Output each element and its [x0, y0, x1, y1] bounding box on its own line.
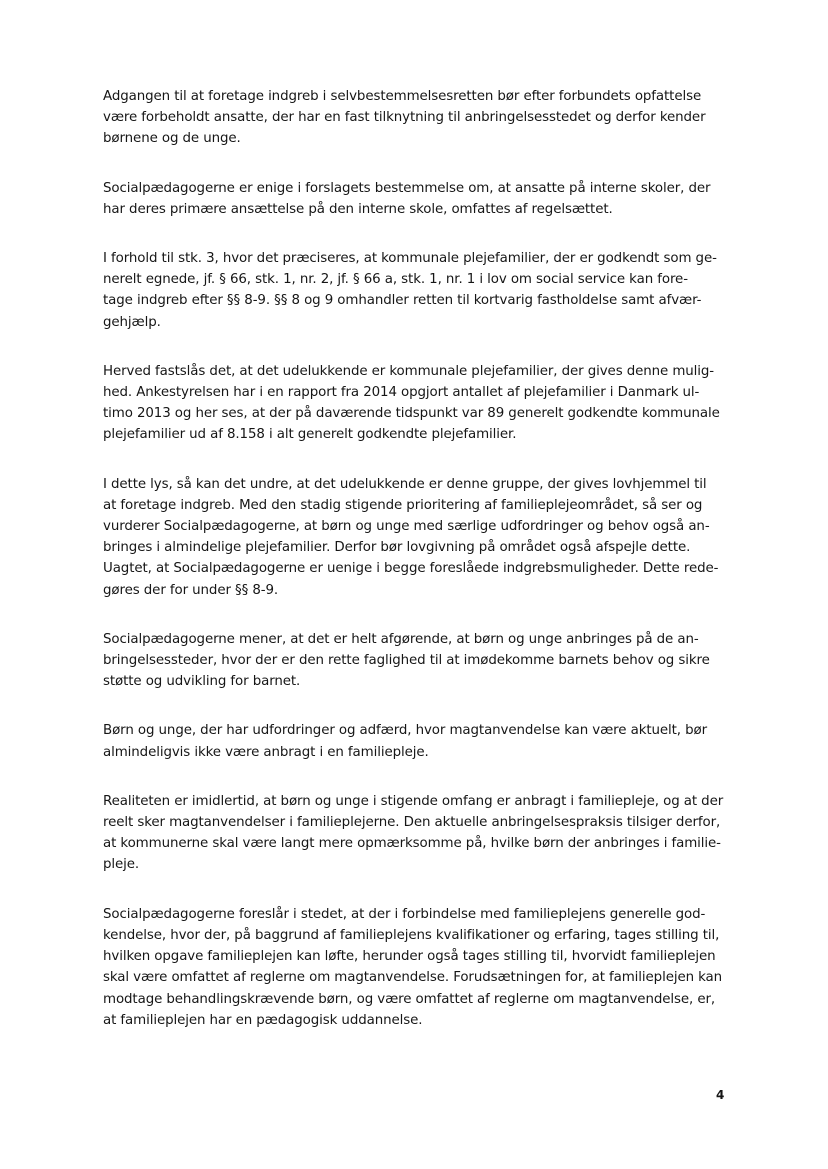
text-line: I dette lys, så kan det undre, at det udelukkende er denne gruppe, der gives lovhjemmel til	[103, 476, 707, 492]
text-line: Børn og unge, der har udfordringer og adfærd, hvor magtanvendelse kan være aktuelt, bør	[103, 723, 707, 739]
text-line: hvilken opgave familieplejen kan løfte, herunder også tages stilling til, hvorvidt familieplejen	[103, 949, 716, 965]
text-line: almindeligvis ikke være anbragt i en familiepleje.	[103, 744, 429, 760]
document-body	[103, 86, 729, 1059]
text-line: gehjælp.	[103, 314, 161, 330]
paragraph	[103, 720, 729, 762]
text-line: at familieplejen har en pædagogisk uddannelse.	[103, 1012, 423, 1028]
paragraph	[103, 248, 729, 333]
text-line: Socialpædagogerne mener, at det er helt afgørende, at børn og unge anbringes på de an-	[103, 631, 699, 647]
text-line: Socialpædagogerne er enige i forslagets bestemmelse om, at ansatte på interne skoler, der	[103, 180, 711, 196]
text-line: modtage behandlingskrævende børn, og være omfattet af reglerne om magtanvendelse, er,	[103, 991, 716, 1007]
text-line: bringelsessteder, hvor der er den rette faglighed til at imødekomme barnets behov og sikre	[103, 653, 710, 669]
text-line: børnene og de unge.	[103, 131, 241, 147]
text-line: vurderer Socialpædagogerne, at børn og unge med særlige udfordringer og behov også an-	[103, 519, 710, 535]
paragraph	[103, 178, 729, 220]
text-line: være forbeholdt ansatte, der har en fast tilknytning til anbringelsesstedet og derfor kender	[103, 110, 706, 126]
paragraph	[103, 629, 729, 693]
text-line: timo 2013 og her ses, at der på daværende tidspunkt var 89 generelt godkendte kommunale	[103, 406, 720, 422]
text-line: skal være omfattet af reglerne om magtanvendelse. Forudsætningen for, at familieplejen kan	[103, 970, 723, 986]
text-line: støtte og udvikling for barnet.	[103, 674, 301, 690]
text-line: Realiteten er imidlertid, at børn og unge i stigende omfang er anbragt i familiepleje, og at der	[103, 793, 724, 809]
text-line: at foretage indgreb. Med den stadig stigende prioritering af familieplejeområdet, så ser og	[103, 497, 703, 513]
text-line: kendelse, hvor der, på baggrund af familieplejens kvalifikationer og erfaring, tages stilling til,	[103, 927, 720, 943]
paragraph	[103, 904, 729, 1031]
paragraph	[103, 86, 729, 150]
text-line: pleje.	[103, 857, 140, 873]
text-line: Adgangen til at foretage indgreb i selvbestemmelsesretten bør efter forbundets opfattelse	[103, 89, 702, 104]
paragraph	[103, 791, 729, 876]
text-line: bringes i almindelige plejefamilier. Derfor bør lovgivning på området også afspejle dette.	[103, 540, 691, 556]
text-line: hed. Ankestyrelsen har i en rapport fra 2014 opgjort antallet af plejefamilier i Danmark ul-	[103, 385, 700, 401]
text-line: Herved fastslås det, at det udelukkende er kommunale plejefamilier, der gives denne mulig-	[103, 363, 715, 379]
text-line: plejefamilier ud af 8.158 i alt generelt godkendte plejefamilier.	[103, 427, 517, 443]
text-line: Socialpædagogerne foreslår i stedet, at der i forbindelse med familieplejens generelle god-	[103, 906, 706, 922]
page-number: 4	[716, 1088, 725, 1102]
text-line: at kommunerne skal være langt mere opmærksomme på, hvilke børn der anbringes i familie-	[103, 836, 721, 852]
paragraph	[103, 361, 729, 446]
paragraph	[103, 474, 729, 601]
text-line: nerelt egnede, jf. § 66, stk. 1, nr. 2, jf. § 66 a, stk. 1, nr. 1 i lov om social service kan fore-	[103, 272, 688, 288]
text-line: Uagtet, at Socialpædagogerne er uenige i begge foreslåede indgrebsmuligheder. Dette rede-	[103, 561, 719, 577]
text-line: I forhold til stk. 3, hvor det præciseres, at kommunale plejefamilier, der er godkendt som ge-	[103, 251, 717, 267]
text-line: reelt sker magtanvendelser i familieplejerne. Den aktuelle anbringelsespraksis tilsiger derfor,	[103, 815, 721, 831]
text-line: tage indgreb efter §§ 8-9. §§ 8 og 9 omhandler retten til kortvarig fastholdelse samt afvær-	[103, 293, 702, 309]
text-line: gøres der for under §§ 8-9.	[103, 582, 279, 598]
text-line: har deres primære ansættelse på den interne skole, omfattes af regelsættet.	[103, 201, 613, 217]
